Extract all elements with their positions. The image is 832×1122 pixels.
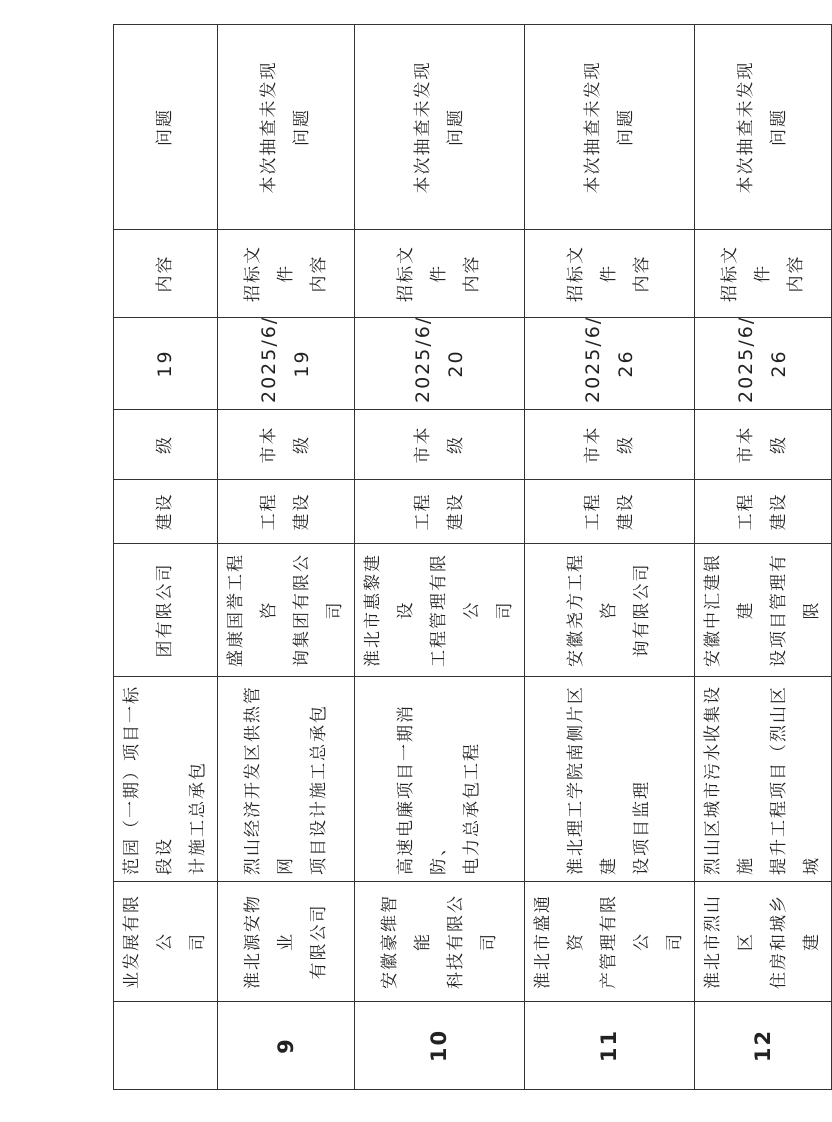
cell-text-line: 司 xyxy=(665,932,685,951)
cell-type xyxy=(218,480,355,544)
cell-name xyxy=(695,882,832,1002)
cell-project xyxy=(218,677,355,882)
cell-name xyxy=(218,882,355,1002)
cell-text-line: 计施工总承包 xyxy=(188,761,208,875)
cell-text-line: 淮北市盛通资 xyxy=(533,894,586,989)
cell-text-line: 安徽豪维智能 xyxy=(379,894,433,989)
cell-text-line: 2025/6/ xyxy=(581,315,604,403)
cell-text-line: 市本 xyxy=(736,425,756,464)
cell-text-line: 11 xyxy=(597,1028,621,1063)
cell-text-line: 招标文件 xyxy=(566,245,619,302)
cell-date xyxy=(695,315,832,410)
cell-text-line: 内容 xyxy=(632,254,652,293)
cell-text-line: 本次抽查未发现 xyxy=(412,60,433,194)
cell-text-line: 26 xyxy=(614,349,637,378)
cell-text-line: 提升工程项目（烈山区城 xyxy=(769,685,822,875)
cell-text-line: 高速电廉项目一期消防、 xyxy=(396,704,449,875)
cell-text-line: 19 xyxy=(291,349,313,378)
cell-type xyxy=(695,480,832,544)
cell-type xyxy=(525,480,695,544)
cell-date xyxy=(218,315,355,410)
cell-text-line: 工程 xyxy=(412,492,433,531)
cell-date xyxy=(525,315,695,410)
cell-text-line: 10 xyxy=(427,1028,451,1063)
cell-text-line: 市本 xyxy=(412,425,433,464)
cell-text-line: 12 xyxy=(750,1028,775,1063)
cell-text-line: 19 xyxy=(154,349,176,378)
cell-text-line: 级 xyxy=(615,435,636,454)
cell-text-line: 9 xyxy=(273,1037,298,1054)
cell-text-line: 市本 xyxy=(259,425,279,464)
cell-date xyxy=(114,318,218,410)
table-row xyxy=(695,25,832,1090)
cell-text-line: 科技有限公司 xyxy=(445,894,499,989)
cell-text-line: 2025/6/ xyxy=(735,315,757,403)
cell-text-line: 业发展有限公 xyxy=(122,894,175,989)
cell-text-line: 淮北源安物业 xyxy=(242,894,296,989)
cell-text-line: 问题 xyxy=(155,108,175,146)
cell-level xyxy=(525,410,695,480)
cell-name xyxy=(525,882,695,1002)
cell-text-line: 团有限公司 xyxy=(155,562,175,658)
cell-text-line: 建设 xyxy=(615,492,636,531)
cell-result xyxy=(525,25,695,230)
cell-content xyxy=(114,230,218,318)
cell-text-line: 招标文件 xyxy=(242,245,296,302)
cell-text-line: 内容 xyxy=(155,254,175,293)
cell-project xyxy=(114,677,218,882)
cell-text-line: 内容 xyxy=(308,254,329,293)
cell-date xyxy=(355,315,525,410)
cell-text-line: 级 xyxy=(769,435,789,454)
cell-text-line: 工程 xyxy=(736,492,756,531)
cell-text-line: 司 xyxy=(188,932,208,951)
cell-text-line: 产管理有限公 xyxy=(599,894,652,989)
cell-name xyxy=(355,882,525,1002)
cell-text-line: 本次抽查未发现 xyxy=(582,60,603,194)
cell-text-line: 烈山区城市污水收集设施 xyxy=(703,685,756,875)
cell-text-line: 安徽尧方工程咨 xyxy=(566,553,619,667)
cell-text-line: 级 xyxy=(155,435,175,454)
cell-project xyxy=(525,677,695,882)
table-row xyxy=(114,25,218,1090)
cell-text-line: 项目设计施工总承包 xyxy=(308,704,329,875)
cell-text-line: 建设 xyxy=(155,492,175,531)
cell-text-line: 淮北理工学院南侧片区建 xyxy=(566,685,619,875)
cell-result xyxy=(114,25,218,230)
cell-org xyxy=(218,544,355,677)
cell-text-line: 工程 xyxy=(259,492,279,531)
cell-text-line: 工程管理有限公 xyxy=(429,553,482,667)
cell-text-line: 20 xyxy=(444,349,467,378)
cell-org xyxy=(695,544,832,677)
cell-level xyxy=(114,410,218,480)
cell-name xyxy=(114,882,218,1002)
cell-text-line: 2025/6/ xyxy=(411,315,434,403)
cell-text-line: 本次抽查未发现 xyxy=(736,60,756,194)
cell-text-line: 本次抽查未发现 xyxy=(259,60,279,194)
cell-type xyxy=(355,480,525,544)
cell-text-line: 范园（一期）项目一标段设 xyxy=(122,685,175,875)
cell-content xyxy=(695,230,832,318)
cell-content xyxy=(525,230,695,318)
table-row xyxy=(218,25,355,1090)
cell-text-line: 询集团有限公司 xyxy=(292,553,345,667)
rotated-table-container xyxy=(113,25,822,1090)
cell-level xyxy=(355,410,525,480)
cell-text-line: 住房和城乡建 xyxy=(769,894,822,989)
cell-no xyxy=(114,1002,218,1090)
cell-text-line: 设项目管理有限 xyxy=(769,553,822,667)
cell-project xyxy=(695,677,832,882)
cell-text-line: 建设 xyxy=(445,492,466,531)
cell-org xyxy=(355,544,525,677)
cell-text-line: 级 xyxy=(292,435,312,454)
cell-text-line: 有限公司 xyxy=(308,903,329,980)
cell-text-line: 问题 xyxy=(292,108,312,146)
cell-text-line: 设项目监理 xyxy=(632,780,652,875)
cell-text-line: 招标文件 xyxy=(719,245,773,302)
cell-no xyxy=(218,1002,355,1090)
cell-text-line: 工程 xyxy=(582,492,603,531)
cell-no xyxy=(695,1002,832,1090)
cell-text-line: 内容 xyxy=(462,254,482,293)
cell-no xyxy=(355,1002,525,1090)
cell-org xyxy=(525,544,695,677)
cell-text-line: 内容 xyxy=(785,254,806,293)
cell-text-line: 建设 xyxy=(769,492,789,531)
cell-content xyxy=(218,230,355,318)
cell-text-line: 淮北市惠黎建设 xyxy=(363,553,416,667)
cell-text-line: 26 xyxy=(768,349,790,378)
cell-text-line: 司 xyxy=(495,600,515,620)
cell-text-line: 2025/6/ xyxy=(258,315,280,403)
inspection-table xyxy=(113,24,832,1090)
cell-level xyxy=(218,410,355,480)
cell-text-line: 建设 xyxy=(292,492,312,531)
cell-text-line: 询有限公司 xyxy=(632,562,652,658)
cell-text-line: 烈山经济开发区供热管网 xyxy=(242,685,296,875)
cell-type xyxy=(114,480,218,544)
cell-text-line: 安徽中汇建银建 xyxy=(703,553,756,667)
cell-text-line: 问题 xyxy=(445,108,466,146)
cell-text-line: 问题 xyxy=(769,108,789,146)
cell-text-line: 淮北市烈山区 xyxy=(703,894,756,989)
cell-project xyxy=(355,677,525,882)
cell-content xyxy=(355,230,525,318)
cell-result xyxy=(355,25,525,230)
table-row xyxy=(355,25,525,1090)
cell-text-line: 招标文件 xyxy=(396,245,449,302)
cell-text-line: 盛康国誉工程咨 xyxy=(226,553,279,667)
cell-text-line: 电力总承包工程 xyxy=(462,742,482,875)
cell-text-line: 市本 xyxy=(582,425,603,464)
cell-org xyxy=(114,544,218,677)
cell-no xyxy=(525,1002,695,1090)
cell-level xyxy=(695,410,832,480)
table-row xyxy=(525,25,695,1090)
cell-text-line: 问题 xyxy=(615,108,636,146)
cell-text-line: 级 xyxy=(445,435,466,454)
cell-result xyxy=(695,25,832,230)
cell-result xyxy=(218,25,355,230)
